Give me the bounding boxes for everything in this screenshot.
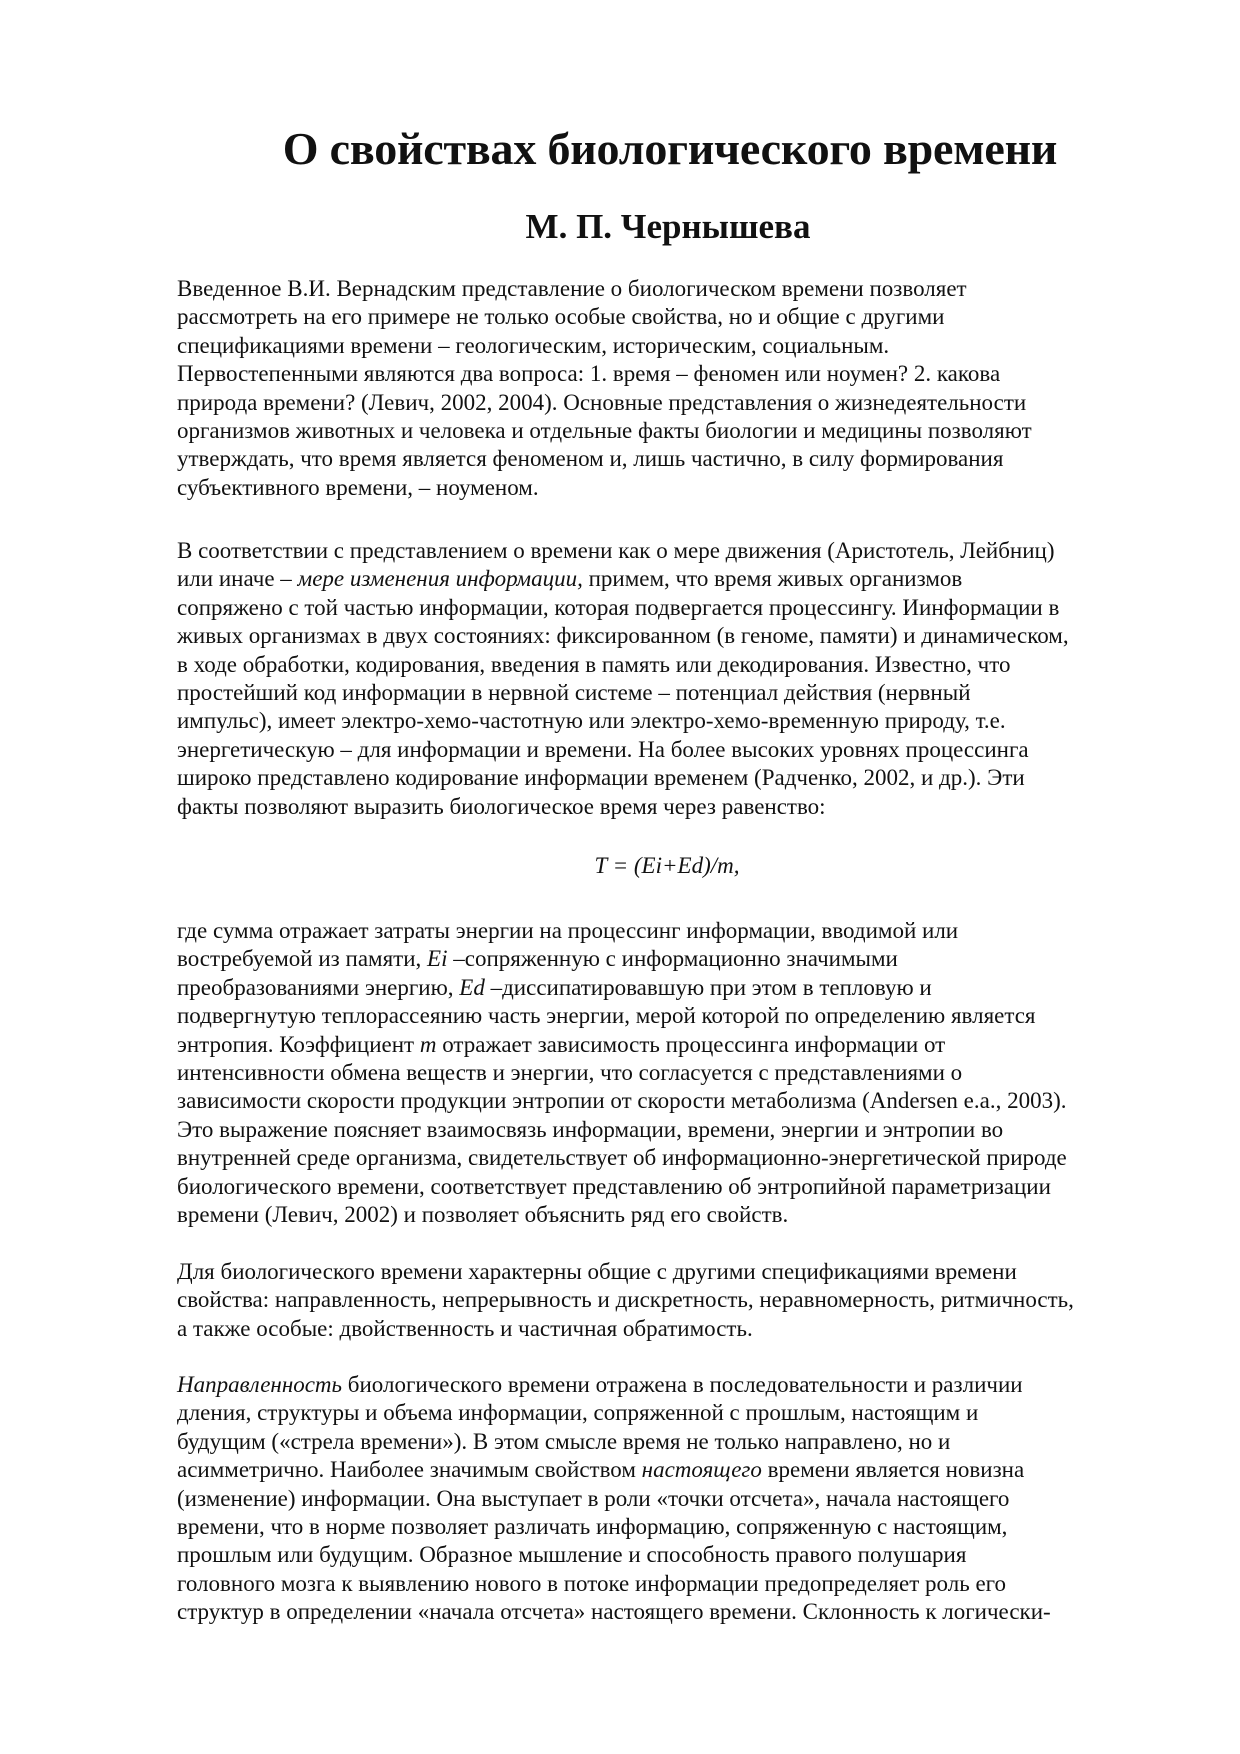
text-line [177,974,1157,1002]
text-line: времени, что в норме позволяет различать информацию, сопряженную с настоящим, [177,1514,1008,1540]
text-run: биологического времени отражена в последовательности и различии [342,1372,1023,1397]
text-line: организмов животных и человека и отдельные факты биологии и медицины позволяют [177,418,1032,444]
paragraph-1 [177,275,1157,502]
text-line [177,1031,1157,1059]
text-line [177,565,1157,593]
paper-title: О свойствах биологического времени [282,123,1058,174]
text-line: Введенное В.И. Вернадским представление о биологическом времени позволяет [177,276,967,301]
text-line: дления, структуры и объема информации, сопряженной с прошлым, настоящим и [177,1400,979,1426]
paragraph-4 [177,1258,1157,1343]
text-line: в ходе обработки, кодирования, введения в память или декодирования. Известно, что [177,651,1011,677]
text-line: простейший код информации в нервной системе – потенциал действия (нервный [177,680,971,706]
text-line: прошлым или будущим. Образное мышление и способность правого полушария [177,1542,967,1568]
text-line: природа времени? (Левич, 2002, 2004). Основные представления о жизнедеятельности [177,389,1027,415]
text-run: асимметрично. Наиболее значимым свойством [177,1457,642,1483]
emphasis-text: m [419,1031,437,1057]
text-run: энтропия. Коэффициент [177,1031,420,1057]
text-line: факты позволяют выразить биологическое время через равенство: [177,793,826,819]
text-line: сопряжено с той частью информации, которая подвергается процессингу. Иинформации в [177,594,1060,620]
paper-author: М. П. Чернышева [525,207,811,246]
text-line: Это выражение поясняет взаимосвязь информации, времени, энергии и энтропии во [177,1116,1004,1142]
text-line: живых организмах в двух состояниях: фиксированном (в геноме, памяти) и динамическом, [177,623,1069,649]
text-line: рассмотреть на его примере не только особые свойства, но и общие с другими [177,304,945,330]
emphasis-text: настоящего [641,1457,762,1483]
text-line: энергетическую – для информации и времени. На более высоких уровнях процессинга [177,736,1029,762]
text-line: Первостепенными являются два вопроса: 1. время – феномен или ноумен? 2. какова [177,361,1001,387]
text-line: структур в определении «начала отсчета» настоящего времени. Склонность к логически- [177,1599,1051,1625]
emphasis-text: Ei [427,946,448,972]
text-line: где сумма отражает затраты энергии на процессинг информации, вводимой или [177,918,959,943]
text-line: зависимости скорости продукции энтропии от скорости метаболизма (Andersen e.a., 2003). [177,1088,1067,1114]
text-run: примем, что время живых организмов [582,566,963,592]
text-line: подвергнутую теплорассеянию часть энергии, мерой которой по определению является [177,1003,1036,1029]
text-run: –сопряженную с информационно значимыми [447,946,898,972]
text-line: интенсивности обмена веществ и энергии, что согласуется с представлениями о [177,1060,963,1086]
text-run: востребуемой из памяти, [177,946,428,972]
emphasis-text: Ed [459,974,485,1000]
paragraph-5 [177,1371,1157,1627]
text-line: головного мозга к выявлению нового в потоке информации предопределяет роль его [177,1570,1007,1596]
text-run: преобразованиями энергию, [177,974,460,1000]
text-line: субъективного времени, – ноуменом. [177,474,539,500]
text-run: или иначе – [177,566,298,592]
text-line: биологического времени, соответствует представлению об энтропийной параметризации [177,1173,1051,1199]
text-line: широко представлено кодирование информации временем (Радченко, 2002, и др.). Эти [177,765,1025,791]
emphasis-text: Направленность [177,1372,343,1397]
text-run: –диссипатировавшую при этом в тепловую и [484,974,932,1000]
equation: T = (Ei+Ed)/m, [594,853,740,878]
text-line: утверждать, что время является феноменом и, лишь частично, в силу формирования [177,446,1004,472]
text-line [177,1371,1157,1399]
text-line: В соответствии с представлением о времени как о мере движения (Аристотель, Лейбниц) [177,538,1055,563]
text-line: свойства: направленность, непрерывность и дискретность, неравномерность, ритмичность, [177,1287,1074,1313]
text-run: времени является новизна [761,1457,1025,1483]
text-line: спецификациями времени – геологическим, историческим, социальным. [177,332,890,358]
text-line: будущим («стрела времени»). В этом смысле время не только направлено, но и [177,1428,951,1454]
text-line: внутренней среде организма, свидетельствует об информационно-энергетической природе [177,1145,1067,1171]
emphasis-text: мере изменения информации, [297,566,583,592]
paragraph-3 [177,917,1157,1229]
paper-body [177,275,1157,1625]
text-line: времени (Левич, 2002) и позволяет объяснить ряд его свойств. [177,1202,789,1228]
text-line: (изменение) информации. Она выступает в роли «точки отсчета», начала настоящего [177,1485,1010,1511]
text-line [177,945,1157,973]
text-line [177,1456,1157,1484]
text-line: импульс), имеет электро-хемо-частотную или электро-хемо-временную природу, т.е. [177,708,1006,734]
text-run: отражает зависимость процессинга информации от [436,1031,946,1057]
text-line: Для биологического времени характерны общие с другими спецификациями времени [177,1259,1017,1284]
text-line: а также особые: двойственность и частичная обратимость. [177,1315,753,1341]
paragraph-2 [177,537,1157,821]
